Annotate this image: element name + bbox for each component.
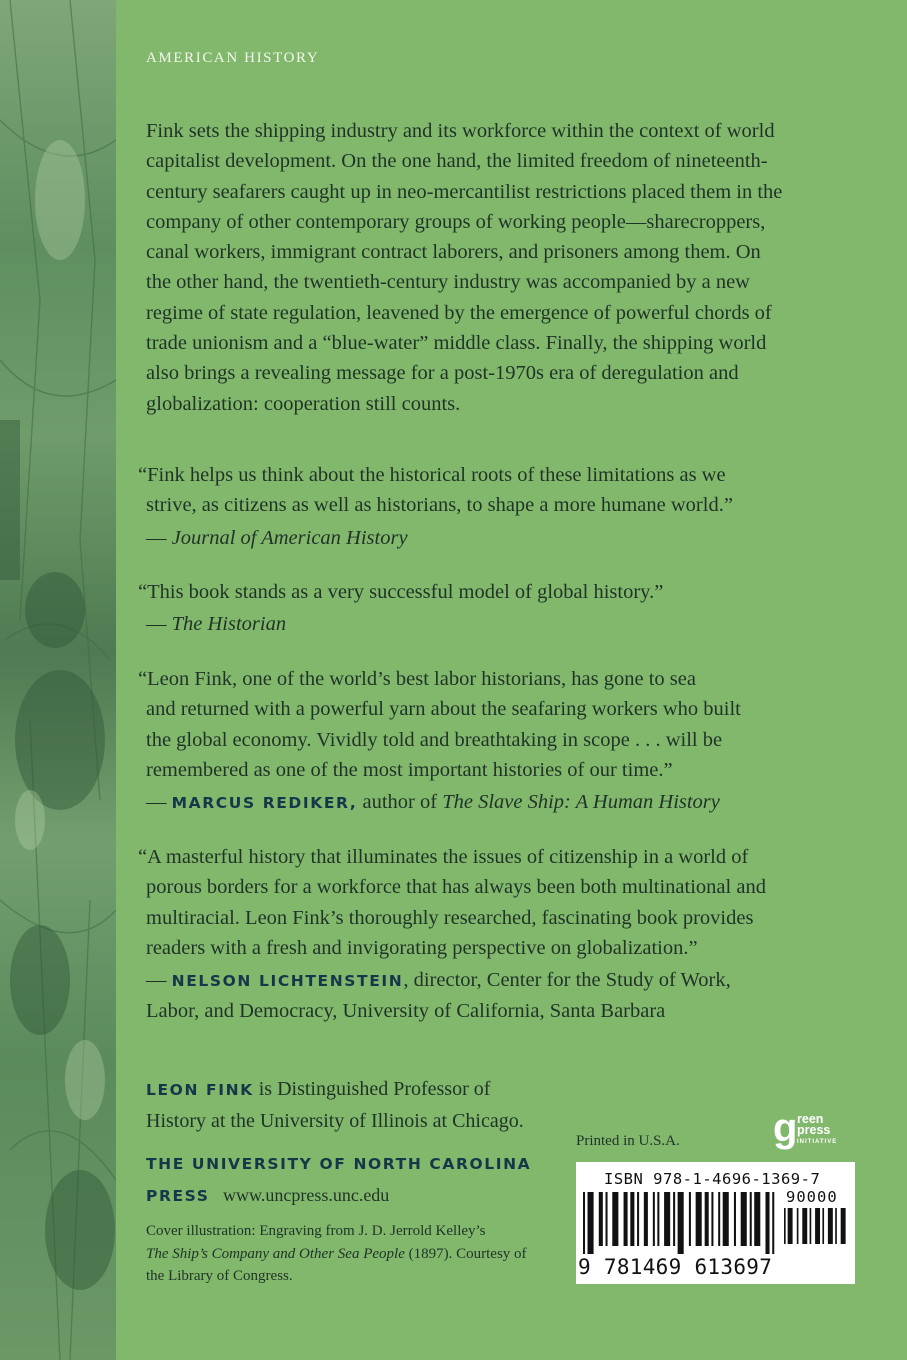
reviewer-name: NELSON LICHTENSTEIN — [171, 972, 404, 991]
description-line: century seafarers caught up in neo-mercantilist restrictions placed them in the — [146, 180, 783, 203]
book-description — [146, 116, 876, 419]
green-press-word: reen — [797, 1112, 824, 1126]
barcode-bar — [765, 1192, 769, 1254]
barcode-bar — [630, 1192, 634, 1246]
barcode-bar — [802, 1208, 807, 1244]
publisher-name-line2: PRESS — [146, 1187, 210, 1205]
ean-barcode-bars — [583, 1192, 779, 1254]
barcode-bar — [788, 1208, 793, 1244]
description-line: also brings a revealing message for a post-1970s era of deregulation and — [146, 362, 739, 385]
barcode-bar — [841, 1208, 846, 1244]
quote-source: The Historian — [171, 613, 287, 636]
barcode-bar — [689, 1192, 691, 1246]
reviewer-name: MARCUS REDIKER, — [171, 794, 358, 813]
barcode-bar — [599, 1192, 603, 1246]
credit-line: Cover illustration: Engraving from J. D. Jerrold Kelley’s — [146, 1223, 486, 1239]
description-line: canal workers, immigrant contract laborers, and prisoners among them. On — [146, 241, 761, 264]
printed-in-label: Printed in U.S.A. — [576, 1133, 680, 1149]
barcode-bar — [673, 1192, 675, 1246]
quote-attribution — [138, 787, 878, 818]
credit-line: the Library of Congress. — [146, 1268, 293, 1284]
barcode-bar — [711, 1192, 713, 1246]
credit-line: (1897). Courtesy of — [404, 1245, 527, 1262]
publisher-block — [146, 1149, 566, 1212]
description-line: capitalist development. On the one hand, the limited freedom of nineteenth- — [146, 150, 768, 173]
barcode-bar — [657, 1192, 659, 1246]
isbn-text: ISBN 978-1-4696-1369-7 — [604, 1170, 821, 1188]
barcode-bar — [754, 1192, 760, 1246]
reviewer-role: , director, Center for the Study of Work, — [403, 969, 731, 992]
credit-title: The Ship’s Company and Other Sea People — [146, 1245, 405, 1262]
review-quote-1 — [138, 460, 878, 553]
category-label: AMERICAN HISTORY — [146, 50, 320, 66]
barcode-bar — [741, 1192, 747, 1246]
barcode-bar — [678, 1192, 684, 1254]
description-line: globalization: cooperation still counts. — [146, 392, 461, 415]
quote-line: remembered as one of the most important histories of our time.” — [146, 758, 673, 781]
quote-line: and returned with a powerful yarn about the seafaring workers who built — [146, 698, 741, 721]
barcode-bar — [606, 1192, 608, 1246]
barcode-bar — [588, 1192, 594, 1254]
barcode-bar — [653, 1192, 655, 1246]
quote-line: porous borders for a workforce that has always been both multinational and — [146, 876, 766, 899]
barcode-bar — [696, 1192, 702, 1246]
description-line: Fink sets the shipping industry and its workforce within the context of world — [146, 120, 775, 142]
barcode-bar — [718, 1192, 720, 1246]
barcode-bar — [612, 1192, 618, 1246]
quote-source: Journal of American History — [171, 526, 408, 549]
quote-line: multiracial. Leon Fink’s thoroughly researched, fascinating book provides — [146, 906, 754, 929]
barcode-bar — [664, 1192, 670, 1246]
reviewer-role-line: Labor, and Democracy, University of California, Santa Barbara — [146, 1000, 666, 1023]
barcode-bar — [772, 1192, 774, 1254]
quote-line: “A masterful history that illuminates the issues of citizenship in a world of — [138, 846, 749, 868]
barcode-bar — [828, 1208, 833, 1244]
quote-line: strive, as citizens as well as historians, to shape a more humane world.” — [146, 494, 733, 517]
description-line: company of other contemporary groups of working people—sharecroppers, — [146, 210, 766, 233]
green-press-initiative: INITIATIVE — [797, 1139, 838, 1145]
addon-digits: 90000 — [786, 1188, 838, 1206]
barcode-bar — [784, 1208, 786, 1244]
cover-illustration-strip — [0, 0, 116, 1360]
publisher-name: THE UNIVERSITY OF NORTH CAROLINA — [146, 1155, 532, 1173]
barcode-bar — [810, 1208, 812, 1244]
author-bio-line: is Distinguished Professor of — [253, 1078, 491, 1100]
quote-line: readers with a fresh and invigorating perspective on globalization.” — [146, 936, 698, 959]
barcode-bar — [734, 1192, 736, 1246]
barcode-bar — [815, 1208, 820, 1244]
review-quote-3 — [138, 664, 878, 818]
ean-digits: 9 781469 613697 — [578, 1255, 773, 1279]
barcode-bar — [583, 1192, 585, 1254]
publisher-url: www.uncpress.unc.edu — [223, 1185, 390, 1205]
em-dash: — — [146, 791, 167, 814]
description-line: the other hand, the twentieth-century industry was accompanied by a new — [146, 271, 750, 294]
reviewer-work: The Slave Ship: A Human History — [442, 791, 720, 814]
barcode-bar — [797, 1208, 799, 1244]
description-line: regime of state regulation, leavened by the emergence of powerful chords of — [146, 301, 772, 324]
barcode-bar — [644, 1192, 648, 1246]
review-quote-4 — [138, 842, 878, 1027]
author-bio-line: History at the University of Illinois at Chicago. — [146, 1109, 524, 1132]
engraving-illustration — [0, 0, 116, 1360]
isbn-barcode — [576, 1162, 855, 1284]
quote-line: “This book stands as a very successful model of global history.” — [138, 581, 664, 603]
green-press-g: g — [773, 1106, 798, 1150]
barcode-bar — [835, 1208, 837, 1244]
barcode-bar — [822, 1208, 824, 1244]
barcode-bar — [723, 1192, 729, 1246]
quote-line: the global economy. Vividly told and breathtaking in scope . . . will be — [146, 728, 723, 751]
quote-attribution — [138, 965, 878, 996]
barcode-bar — [750, 1192, 752, 1246]
barcode-bar — [705, 1192, 709, 1246]
barcode-bar — [624, 1192, 628, 1246]
quote-attribution — [138, 609, 878, 639]
em-dash: — — [146, 613, 167, 636]
cover-credit — [146, 1220, 556, 1288]
barcode-bar — [637, 1192, 639, 1246]
description-line: trade unionism and a “blue-water” middle class. Finally, the shipping world — [146, 332, 767, 355]
author-bio — [146, 1074, 566, 1136]
em-dash: — — [146, 526, 167, 549]
addon-barcode-bars — [784, 1208, 848, 1254]
green-press-word: press — [797, 1123, 831, 1137]
reviewer-role: author of — [357, 791, 443, 814]
quote-line: “Leon Fink, one of the world’s best labor historians, has gone to sea — [138, 668, 696, 690]
quote-line: “Fink helps us think about the historical roots of these limitations as we — [138, 464, 726, 486]
em-dash: — — [146, 969, 167, 992]
author-name: LEON FINK — [146, 1081, 254, 1099]
green-press-initiative-logo — [773, 1106, 863, 1150]
review-quote-2 — [138, 577, 878, 640]
quote-attribution — [138, 523, 878, 553]
